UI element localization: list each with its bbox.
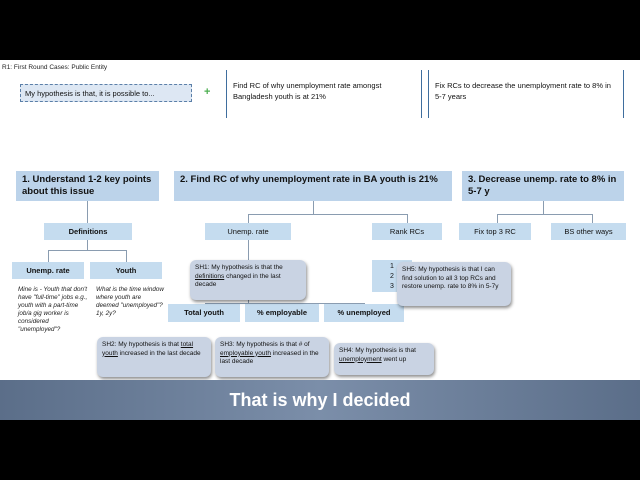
hypothesis-box: My hypothesis is that, it is possible to... xyxy=(20,84,192,102)
sh5-note: SH5: My hypothesis is that I can find solution to all 3 top RCs and restore unemp. rate to 8% in 5-7y xyxy=(397,262,511,306)
sh1-note: SH1: My hypothesis is that the definitions changed in the last decade xyxy=(190,260,306,300)
sh3-note: SH3: My hypothesis is that # of employable youth increased in the last decade xyxy=(215,337,329,377)
sh4-note: SH4: My hypothesis is that unemployment went up xyxy=(334,343,434,375)
employable-leaf: % employable xyxy=(245,304,319,322)
col1-header: 1. Understand 1-2 key points about this issue xyxy=(16,171,159,201)
plus-sign: + xyxy=(204,86,211,98)
subtitle-caption: That is why I decided xyxy=(0,380,640,420)
definitions-node: Definitions xyxy=(44,223,132,240)
youth-note: What is the time window where youth are deemed "unemployed"? 1y, 2y? xyxy=(96,286,164,317)
rank-rcs-node: Rank RCs xyxy=(372,223,442,240)
col3-header: 3. Decrease unemp. rate to 8% in 5-7 y xyxy=(462,171,624,201)
total-youth-leaf: Total youth xyxy=(168,304,240,322)
bs-other-ways-node: BS other ways xyxy=(551,223,626,240)
slide-title: R1: First Round Cases: Public Entity xyxy=(2,64,108,71)
fix-box: Fix RCs to decrease the unemployment rate to 8% in 5-7 years xyxy=(428,70,624,118)
unemp-rate-subnode: Unemp. rate xyxy=(12,262,84,279)
unemp-rate-node: Unemp. rate xyxy=(205,223,291,240)
col2-header: 2. Find RC of why unemployment rate in BA youth is 21% xyxy=(174,171,452,201)
rank-list-partial: 1 2 3 xyxy=(372,260,412,292)
fix-top-rc-node: Fix top 3 RC xyxy=(459,223,531,240)
sh2-note: SH2: My hypothesis is that total youth increased in the last decade xyxy=(97,337,211,377)
slide xyxy=(0,60,640,420)
unemp-rate-note: Mine is - Youth that don't have "full-time" jobs e.g., youth with a part-time job/a gig worker is considered "unemployed"? xyxy=(18,286,88,333)
rc-box: Find RC of why unemployment rate amongst Bangladesh youth is at 21% xyxy=(226,70,422,118)
youth-subnode: Youth xyxy=(90,262,162,279)
unemployed-leaf: % unemployed xyxy=(324,304,404,322)
